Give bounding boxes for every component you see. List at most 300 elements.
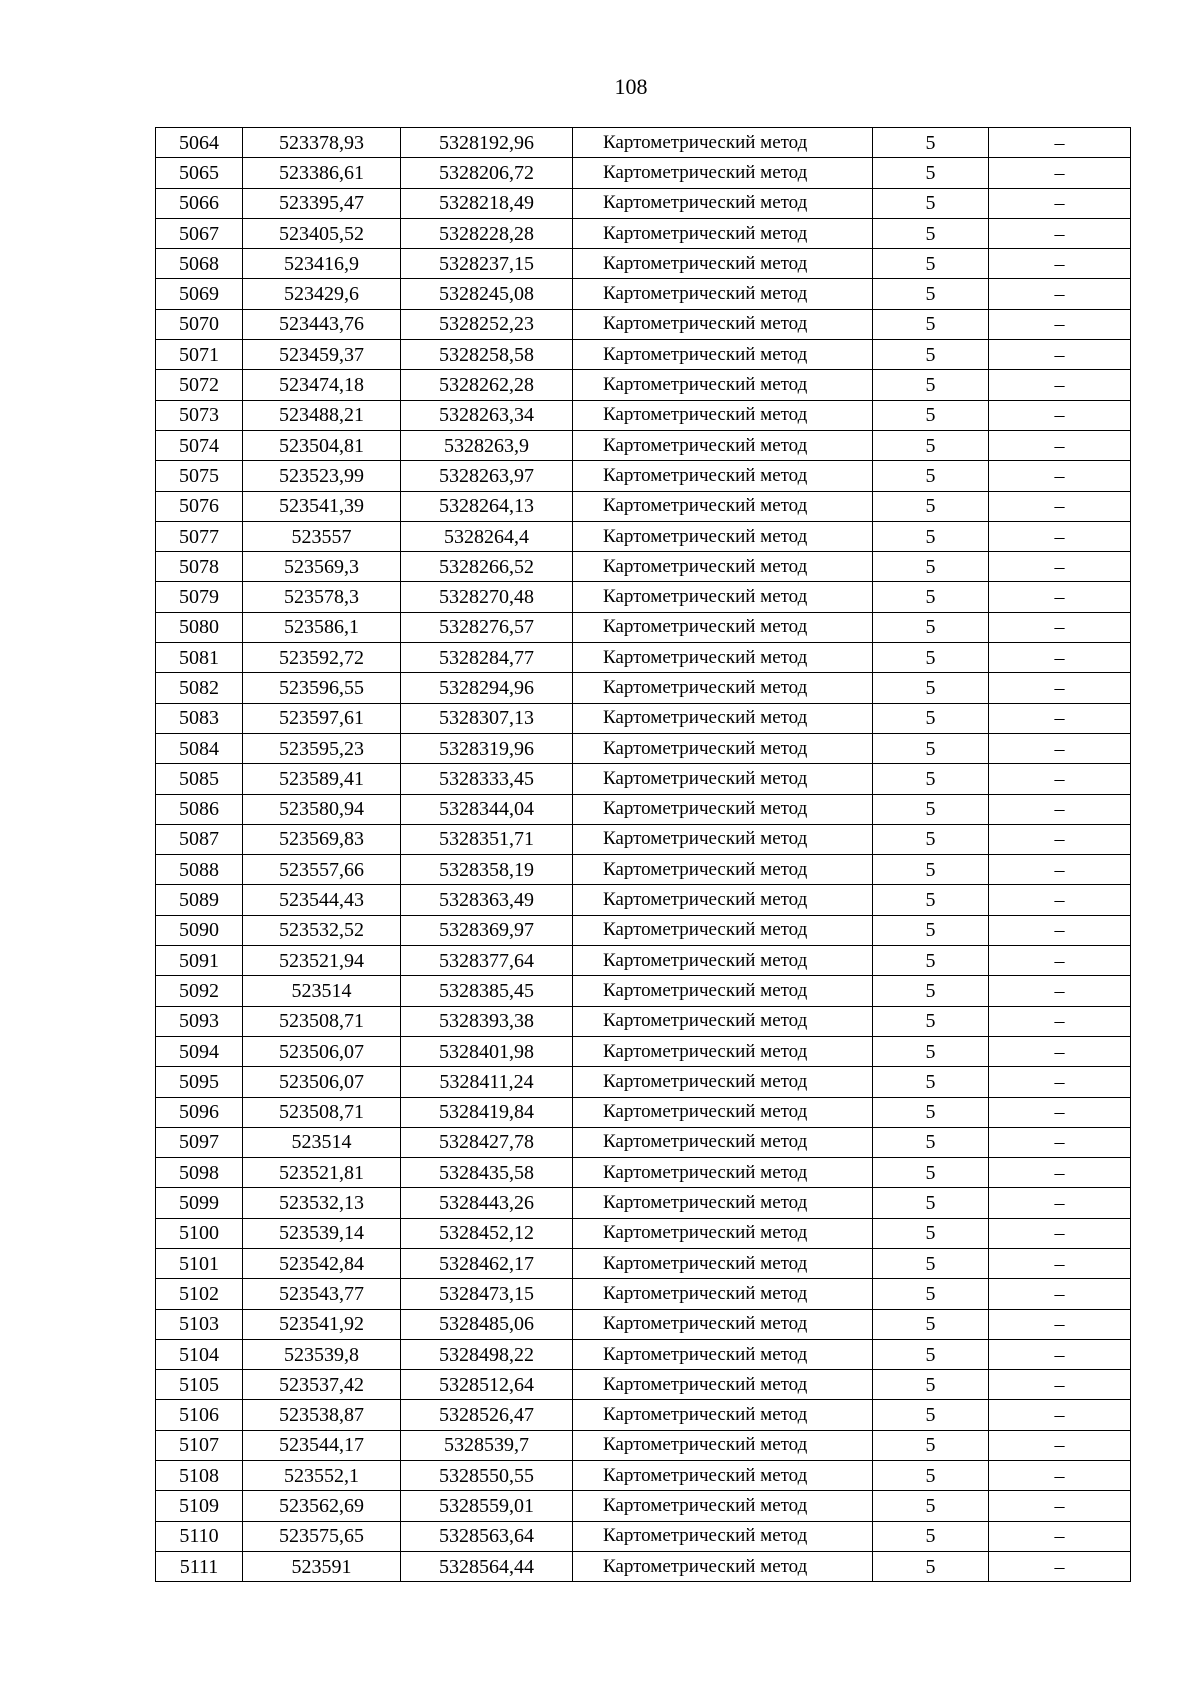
y-coordinate-cell: 5328363,49 — [401, 885, 573, 915]
y-coordinate-cell: 5328263,34 — [401, 400, 573, 430]
method-cell: Картометрический метод — [573, 158, 873, 188]
y-coordinate-cell: 5328539,7 — [401, 1430, 573, 1460]
point-number-cell: 5097 — [156, 1127, 243, 1157]
accuracy-cell: 5 — [873, 1491, 989, 1521]
x-coordinate-cell: 523508,71 — [243, 1006, 401, 1036]
note-cell: – — [989, 794, 1131, 824]
note-cell: – — [989, 461, 1131, 491]
point-number-cell: 5080 — [156, 612, 243, 642]
accuracy-cell: 5 — [873, 1521, 989, 1551]
point-number-cell: 5111 — [156, 1551, 243, 1581]
point-number-cell: 5066 — [156, 188, 243, 218]
method-cell: Картометрический метод — [573, 1551, 873, 1581]
note-cell: – — [989, 582, 1131, 612]
accuracy-cell: 5 — [873, 824, 989, 854]
point-number-cell: 5087 — [156, 824, 243, 854]
y-coordinate-cell: 5328512,64 — [401, 1370, 573, 1400]
x-coordinate-cell: 523541,39 — [243, 491, 401, 521]
x-coordinate-cell: 523595,23 — [243, 733, 401, 763]
y-coordinate-cell: 5328550,55 — [401, 1461, 573, 1491]
method-cell: Картометрический метод — [573, 1067, 873, 1097]
accuracy-cell: 5 — [873, 1158, 989, 1188]
accuracy-cell: 5 — [873, 1188, 989, 1218]
x-coordinate-cell: 523578,3 — [243, 582, 401, 612]
method-cell: Картометрический метод — [573, 824, 873, 854]
method-cell: Картометрический метод — [573, 1400, 873, 1430]
point-number-cell: 5065 — [156, 158, 243, 188]
note-cell: – — [989, 188, 1131, 218]
x-coordinate-cell: 523539,8 — [243, 1339, 401, 1369]
note-cell: – — [989, 1248, 1131, 1278]
table-row — [156, 1309, 1131, 1339]
note-cell: – — [989, 976, 1131, 1006]
table-row — [156, 279, 1131, 309]
point-number-cell: 5094 — [156, 1036, 243, 1066]
method-cell: Картометрический метод — [573, 1127, 873, 1157]
y-coordinate-cell: 5328333,45 — [401, 764, 573, 794]
method-cell: Картометрический метод — [573, 188, 873, 218]
accuracy-cell: 5 — [873, 279, 989, 309]
note-cell: – — [989, 915, 1131, 945]
note-cell: – — [989, 1430, 1131, 1460]
point-number-cell: 5110 — [156, 1521, 243, 1551]
point-number-cell: 5079 — [156, 582, 243, 612]
table-row — [156, 1097, 1131, 1127]
method-cell: Картометрический метод — [573, 249, 873, 279]
table-row — [156, 1006, 1131, 1036]
note-cell: – — [989, 400, 1131, 430]
x-coordinate-cell: 523596,55 — [243, 673, 401, 703]
y-coordinate-cell: 5328427,78 — [401, 1127, 573, 1157]
table-row — [156, 128, 1131, 158]
point-number-cell: 5089 — [156, 885, 243, 915]
note-cell: – — [989, 673, 1131, 703]
accuracy-cell: 5 — [873, 794, 989, 824]
y-coordinate-cell: 5328319,96 — [401, 733, 573, 763]
table-row — [156, 612, 1131, 642]
method-cell: Картометрический метод — [573, 1218, 873, 1248]
note-cell: – — [989, 1188, 1131, 1218]
y-coordinate-cell: 5328228,28 — [401, 218, 573, 248]
accuracy-cell: 5 — [873, 309, 989, 339]
y-coordinate-cell: 5328473,15 — [401, 1279, 573, 1309]
method-cell: Картометрический метод — [573, 370, 873, 400]
x-coordinate-cell: 523552,1 — [243, 1461, 401, 1491]
table-row — [156, 188, 1131, 218]
point-number-cell: 5095 — [156, 1067, 243, 1097]
accuracy-cell: 5 — [873, 461, 989, 491]
method-cell: Картометрический метод — [573, 552, 873, 582]
method-cell: Картометрический метод — [573, 946, 873, 976]
accuracy-cell: 5 — [873, 1370, 989, 1400]
method-cell: Картометрический метод — [573, 1279, 873, 1309]
accuracy-cell: 5 — [873, 340, 989, 370]
table-row — [156, 915, 1131, 945]
method-cell: Картометрический метод — [573, 582, 873, 612]
x-coordinate-cell: 523575,65 — [243, 1521, 401, 1551]
method-cell: Картометрический метод — [573, 461, 873, 491]
coordinates-table-body — [156, 128, 1131, 1582]
method-cell: Картометрический метод — [573, 309, 873, 339]
table-row — [156, 1127, 1131, 1157]
accuracy-cell: 5 — [873, 703, 989, 733]
y-coordinate-cell: 5328563,64 — [401, 1521, 573, 1551]
table-row — [156, 1279, 1131, 1309]
method-cell: Картометрический метод — [573, 1370, 873, 1400]
coordinates-table — [155, 127, 1131, 1582]
accuracy-cell: 5 — [873, 1248, 989, 1278]
accuracy-cell: 5 — [873, 764, 989, 794]
table-row — [156, 1339, 1131, 1369]
note-cell: – — [989, 1279, 1131, 1309]
table-row — [156, 703, 1131, 733]
note-cell: – — [989, 1491, 1131, 1521]
point-number-cell: 5081 — [156, 643, 243, 673]
x-coordinate-cell: 523523,99 — [243, 461, 401, 491]
y-coordinate-cell: 5328419,84 — [401, 1097, 573, 1127]
y-coordinate-cell: 5328262,28 — [401, 370, 573, 400]
y-coordinate-cell: 5328344,04 — [401, 794, 573, 824]
table-row — [156, 1491, 1131, 1521]
note-cell: – — [989, 128, 1131, 158]
point-number-cell: 5090 — [156, 915, 243, 945]
method-cell: Картометрический метод — [573, 521, 873, 551]
table-row — [156, 1400, 1131, 1430]
note-cell: – — [989, 309, 1131, 339]
y-coordinate-cell: 5328435,58 — [401, 1158, 573, 1188]
table-row — [156, 733, 1131, 763]
accuracy-cell: 5 — [873, 400, 989, 430]
x-coordinate-cell: 523504,81 — [243, 430, 401, 460]
note-cell: – — [989, 1067, 1131, 1097]
point-number-cell: 5071 — [156, 340, 243, 370]
x-coordinate-cell: 523591 — [243, 1551, 401, 1581]
x-coordinate-cell: 523443,76 — [243, 309, 401, 339]
note-cell: – — [989, 158, 1131, 188]
table-row — [156, 1188, 1131, 1218]
note-cell: – — [989, 946, 1131, 976]
x-coordinate-cell: 523532,13 — [243, 1188, 401, 1218]
accuracy-cell: 5 — [873, 188, 989, 218]
point-number-cell: 5106 — [156, 1400, 243, 1430]
method-cell: Картометрический метод — [573, 1521, 873, 1551]
method-cell: Картометрический метод — [573, 855, 873, 885]
table-row — [156, 1218, 1131, 1248]
y-coordinate-cell: 5328270,48 — [401, 582, 573, 612]
note-cell: – — [989, 1551, 1131, 1581]
table-row — [156, 885, 1131, 915]
note-cell: – — [989, 218, 1131, 248]
x-coordinate-cell: 523459,37 — [243, 340, 401, 370]
point-number-cell: 5086 — [156, 794, 243, 824]
accuracy-cell: 5 — [873, 643, 989, 673]
note-cell: – — [989, 430, 1131, 460]
note-cell: – — [989, 1370, 1131, 1400]
point-number-cell: 5084 — [156, 733, 243, 763]
x-coordinate-cell: 523521,81 — [243, 1158, 401, 1188]
method-cell: Картометрический метод — [573, 1006, 873, 1036]
x-coordinate-cell: 523597,61 — [243, 703, 401, 733]
note-cell: – — [989, 1339, 1131, 1369]
x-coordinate-cell: 523539,14 — [243, 1218, 401, 1248]
note-cell: – — [989, 1461, 1131, 1491]
method-cell: Картометрический метод — [573, 218, 873, 248]
x-coordinate-cell: 523589,41 — [243, 764, 401, 794]
point-number-cell: 5091 — [156, 946, 243, 976]
point-number-cell: 5082 — [156, 673, 243, 703]
table-row — [156, 1248, 1131, 1278]
accuracy-cell: 5 — [873, 249, 989, 279]
x-coordinate-cell: 523429,6 — [243, 279, 401, 309]
method-cell: Картометрический метод — [573, 794, 873, 824]
table-row — [156, 1370, 1131, 1400]
table-row — [156, 1430, 1131, 1460]
x-coordinate-cell: 523569,83 — [243, 824, 401, 854]
note-cell: – — [989, 1309, 1131, 1339]
accuracy-cell: 5 — [873, 673, 989, 703]
point-number-cell: 5077 — [156, 521, 243, 551]
table-row — [156, 643, 1131, 673]
point-number-cell: 5067 — [156, 218, 243, 248]
accuracy-cell: 5 — [873, 158, 989, 188]
y-coordinate-cell: 5328264,4 — [401, 521, 573, 551]
accuracy-cell: 5 — [873, 1339, 989, 1369]
accuracy-cell: 5 — [873, 1006, 989, 1036]
y-coordinate-cell: 5328393,38 — [401, 1006, 573, 1036]
method-cell: Картометрический метод — [573, 1339, 873, 1369]
note-cell: – — [989, 643, 1131, 673]
point-number-cell: 5083 — [156, 703, 243, 733]
y-coordinate-cell: 5328307,13 — [401, 703, 573, 733]
accuracy-cell: 5 — [873, 1036, 989, 1066]
y-coordinate-cell: 5328358,19 — [401, 855, 573, 885]
table-row — [156, 582, 1131, 612]
point-number-cell: 5068 — [156, 249, 243, 279]
note-cell: – — [989, 1521, 1131, 1551]
y-coordinate-cell: 5328245,08 — [401, 279, 573, 309]
method-cell: Картометрический метод — [573, 976, 873, 1006]
point-number-cell: 5098 — [156, 1158, 243, 1188]
x-coordinate-cell: 523537,42 — [243, 1370, 401, 1400]
note-cell: – — [989, 855, 1131, 885]
method-cell: Картометрический метод — [573, 1309, 873, 1339]
point-number-cell: 5075 — [156, 461, 243, 491]
table-row — [156, 1036, 1131, 1066]
point-number-cell: 5109 — [156, 1491, 243, 1521]
y-coordinate-cell: 5328192,96 — [401, 128, 573, 158]
page-number: 108 — [614, 74, 648, 99]
method-cell: Картометрический метод — [573, 1491, 873, 1521]
accuracy-cell: 5 — [873, 1430, 989, 1460]
note-cell: – — [989, 885, 1131, 915]
table-row — [156, 946, 1131, 976]
y-coordinate-cell: 5328411,24 — [401, 1067, 573, 1097]
accuracy-cell: 5 — [873, 915, 989, 945]
note-cell: – — [989, 249, 1131, 279]
x-coordinate-cell: 523538,87 — [243, 1400, 401, 1430]
method-cell: Картометрический метод — [573, 491, 873, 521]
note-cell: – — [989, 521, 1131, 551]
y-coordinate-cell: 5328294,96 — [401, 673, 573, 703]
accuracy-cell: 5 — [873, 1461, 989, 1491]
x-coordinate-cell: 523580,94 — [243, 794, 401, 824]
point-number-cell: 5104 — [156, 1339, 243, 1369]
y-coordinate-cell: 5328206,72 — [401, 158, 573, 188]
table-row — [156, 521, 1131, 551]
accuracy-cell: 5 — [873, 1218, 989, 1248]
accuracy-cell: 5 — [873, 1309, 989, 1339]
table-row — [156, 340, 1131, 370]
method-cell: Картометрический метод — [573, 915, 873, 945]
x-coordinate-cell: 523488,21 — [243, 400, 401, 430]
note-cell: – — [989, 340, 1131, 370]
y-coordinate-cell: 5328462,17 — [401, 1248, 573, 1278]
point-number-cell: 5088 — [156, 855, 243, 885]
table-row — [156, 430, 1131, 460]
method-cell: Картометрический метод — [573, 1188, 873, 1218]
note-cell: – — [989, 824, 1131, 854]
x-coordinate-cell: 523416,9 — [243, 249, 401, 279]
accuracy-cell: 5 — [873, 976, 989, 1006]
note-cell: – — [989, 764, 1131, 794]
note-cell: – — [989, 491, 1131, 521]
point-number-cell: 5070 — [156, 309, 243, 339]
accuracy-cell: 5 — [873, 1400, 989, 1430]
x-coordinate-cell: 523541,92 — [243, 1309, 401, 1339]
x-coordinate-cell: 523405,52 — [243, 218, 401, 248]
table-row — [156, 1067, 1131, 1097]
x-coordinate-cell: 523506,07 — [243, 1067, 401, 1097]
point-number-cell: 5093 — [156, 1006, 243, 1036]
point-number-cell: 5099 — [156, 1188, 243, 1218]
accuracy-cell: 5 — [873, 218, 989, 248]
table-row — [156, 491, 1131, 521]
accuracy-cell: 5 — [873, 1127, 989, 1157]
accuracy-cell: 5 — [873, 430, 989, 460]
table-row — [156, 552, 1131, 582]
table-row — [156, 400, 1131, 430]
y-coordinate-cell: 5328369,97 — [401, 915, 573, 945]
accuracy-cell: 5 — [873, 1067, 989, 1097]
accuracy-cell: 5 — [873, 128, 989, 158]
point-number-cell: 5092 — [156, 976, 243, 1006]
y-coordinate-cell: 5328385,45 — [401, 976, 573, 1006]
x-coordinate-cell: 523557 — [243, 521, 401, 551]
note-cell: – — [989, 1006, 1131, 1036]
accuracy-cell: 5 — [873, 855, 989, 885]
point-number-cell: 5101 — [156, 1248, 243, 1278]
accuracy-cell: 5 — [873, 491, 989, 521]
table-row — [156, 1461, 1131, 1491]
y-coordinate-cell: 5328276,57 — [401, 612, 573, 642]
note-cell: – — [989, 1400, 1131, 1430]
x-coordinate-cell: 523532,52 — [243, 915, 401, 945]
method-cell: Картометрический метод — [573, 764, 873, 794]
x-coordinate-cell: 523506,07 — [243, 1036, 401, 1066]
y-coordinate-cell: 5328559,01 — [401, 1491, 573, 1521]
x-coordinate-cell: 523543,77 — [243, 1279, 401, 1309]
point-number-cell: 5103 — [156, 1309, 243, 1339]
x-coordinate-cell: 523386,61 — [243, 158, 401, 188]
table-row — [156, 1551, 1131, 1581]
point-number-cell: 5105 — [156, 1370, 243, 1400]
x-coordinate-cell: 523514 — [243, 1127, 401, 1157]
method-cell: Картометрический метод — [573, 430, 873, 460]
point-number-cell: 5102 — [156, 1279, 243, 1309]
point-number-cell: 5107 — [156, 1430, 243, 1460]
table-row — [156, 370, 1131, 400]
method-cell: Картометрический метод — [573, 1158, 873, 1188]
x-coordinate-cell: 523544,17 — [243, 1430, 401, 1460]
table-row — [156, 158, 1131, 188]
table-row — [156, 1158, 1131, 1188]
accuracy-cell: 5 — [873, 1097, 989, 1127]
method-cell: Картометрический метод — [573, 703, 873, 733]
table-row — [156, 794, 1131, 824]
method-cell: Картометрический метод — [573, 885, 873, 915]
method-cell: Картометрический метод — [573, 1097, 873, 1127]
note-cell: – — [989, 1218, 1131, 1248]
point-number-cell: 5073 — [156, 400, 243, 430]
point-number-cell: 5072 — [156, 370, 243, 400]
x-coordinate-cell: 523514 — [243, 976, 401, 1006]
x-coordinate-cell: 523569,3 — [243, 552, 401, 582]
table-row — [156, 673, 1131, 703]
x-coordinate-cell: 523544,43 — [243, 885, 401, 915]
x-coordinate-cell: 523474,18 — [243, 370, 401, 400]
table-row — [156, 855, 1131, 885]
x-coordinate-cell: 523378,93 — [243, 128, 401, 158]
y-coordinate-cell: 5328263,97 — [401, 461, 573, 491]
x-coordinate-cell: 523557,66 — [243, 855, 401, 885]
y-coordinate-cell: 5328263,9 — [401, 430, 573, 460]
note-cell: – — [989, 1158, 1131, 1188]
method-cell: Картометрический метод — [573, 1430, 873, 1460]
y-coordinate-cell: 5328452,12 — [401, 1218, 573, 1248]
y-coordinate-cell: 5328264,13 — [401, 491, 573, 521]
note-cell: – — [989, 1127, 1131, 1157]
x-coordinate-cell: 523395,47 — [243, 188, 401, 218]
accuracy-cell: 5 — [873, 946, 989, 976]
table-row — [156, 461, 1131, 491]
y-coordinate-cell: 5328401,98 — [401, 1036, 573, 1066]
y-coordinate-cell: 5328564,44 — [401, 1551, 573, 1581]
y-coordinate-cell: 5328485,06 — [401, 1309, 573, 1339]
method-cell: Картометрический метод — [573, 733, 873, 763]
note-cell: – — [989, 552, 1131, 582]
table-row — [156, 976, 1131, 1006]
note-cell: – — [989, 733, 1131, 763]
y-coordinate-cell: 5328266,52 — [401, 552, 573, 582]
accuracy-cell: 5 — [873, 885, 989, 915]
accuracy-cell: 5 — [873, 521, 989, 551]
point-number-cell: 5069 — [156, 279, 243, 309]
accuracy-cell: 5 — [873, 370, 989, 400]
method-cell: Картометрический метод — [573, 279, 873, 309]
method-cell: Картометрический метод — [573, 128, 873, 158]
point-number-cell: 5064 — [156, 128, 243, 158]
accuracy-cell: 5 — [873, 582, 989, 612]
note-cell: – — [989, 1097, 1131, 1127]
y-coordinate-cell: 5328252,23 — [401, 309, 573, 339]
accuracy-cell: 5 — [873, 1279, 989, 1309]
method-cell: Картометрический метод — [573, 1036, 873, 1066]
method-cell: Картометрический метод — [573, 643, 873, 673]
accuracy-cell: 5 — [873, 1551, 989, 1581]
y-coordinate-cell: 5328218,49 — [401, 188, 573, 218]
point-number-cell: 5100 — [156, 1218, 243, 1248]
method-cell: Картометрический метод — [573, 1248, 873, 1278]
